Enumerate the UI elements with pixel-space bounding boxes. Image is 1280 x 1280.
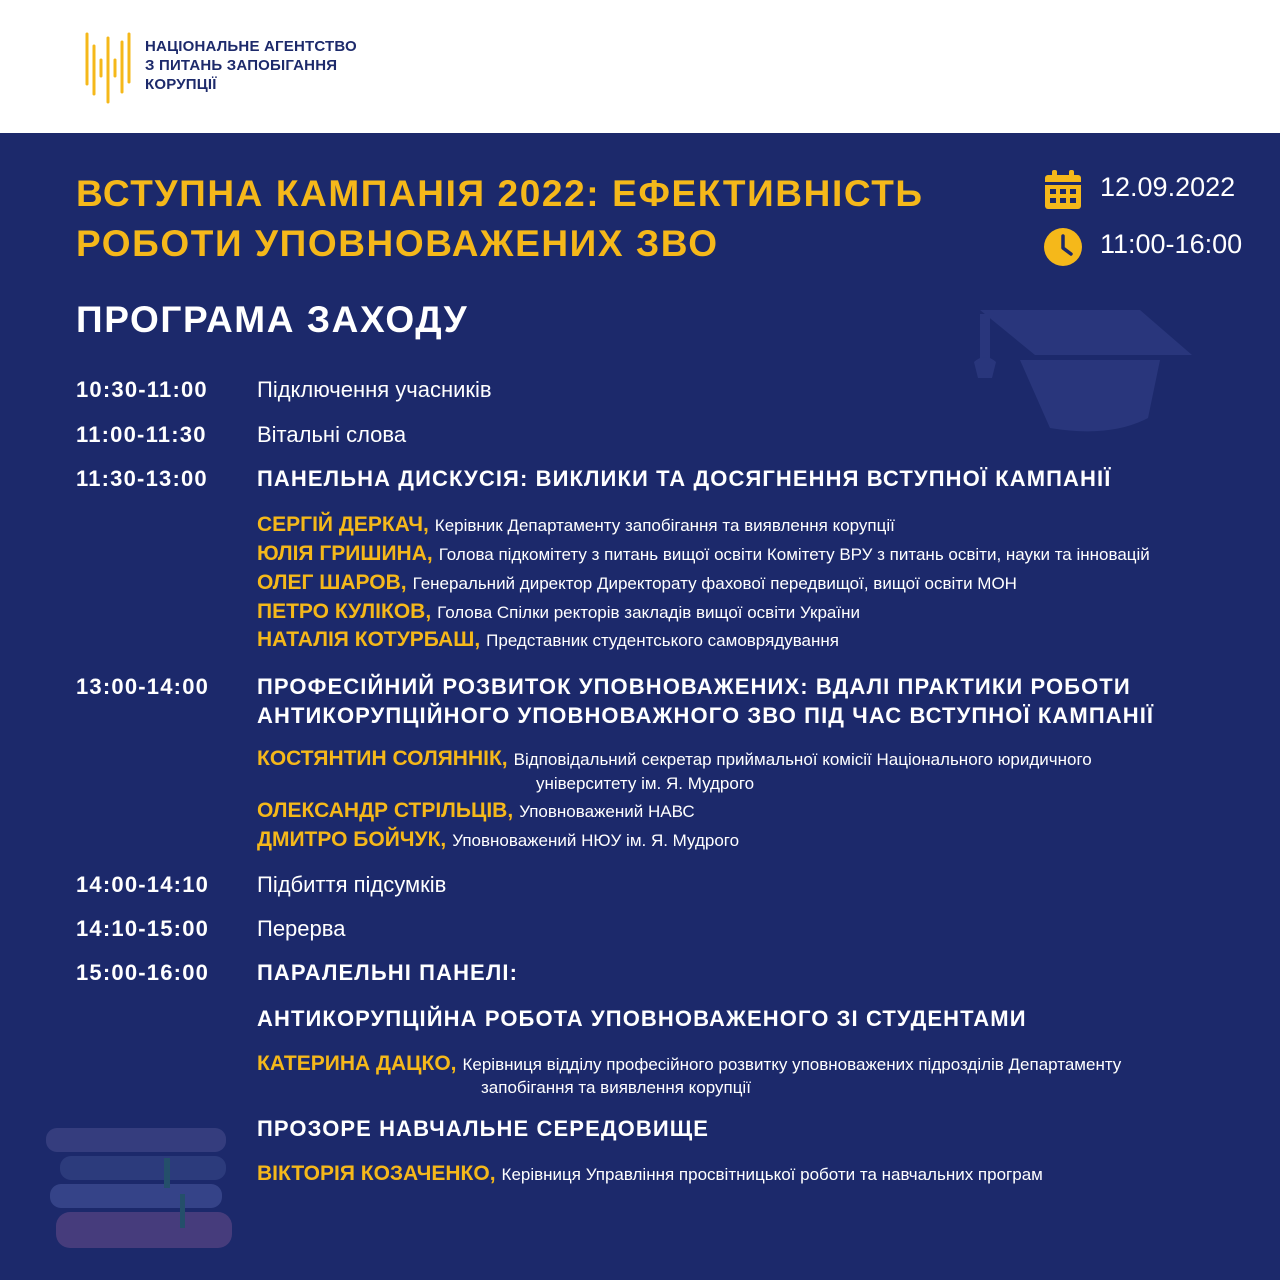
speaker-role: Керівниця відділу професійного розвитку уповноважених підрозділів Департаменту: [462, 1055, 1122, 1074]
speaker-soliannik: [257, 747, 1092, 771]
heading-professional-dev-line-2: АНТИКОРУПЦІЙНОГО УПОВНОВАЖНОГО ЗВО ПІД ЧАС ВСТУПНОЇ КАМПАНІЇ: [257, 703, 1155, 728]
program-title: ПРОГРАМА ЗАХОДУ: [76, 299, 469, 340]
speaker-name: ВІКТОРІЯ КОЗАЧЕНКО,: [257, 1162, 496, 1185]
event-title: [76, 169, 1036, 269]
speaker-name: ОЛЕКСАНДР СТРІЛЬЦІВ,: [257, 799, 514, 822]
activity-break: Перерва: [257, 916, 346, 941]
time-1500: 15:00-16:00: [76, 960, 210, 985]
event-title-line-2: РОБОТИ УПОВНОВАЖЕНИХ ЗВО: [76, 223, 719, 264]
time-1410: 14:10-15:00: [76, 916, 210, 941]
speaker-role-continued: університету ім. Я. Мудрого: [536, 774, 755, 793]
heading-panel-students: АНТИКОРУПЦІЙНА РОБОТА УПОВНОВАЖЕНОГО ЗІ СТУДЕНТАМИ: [257, 1006, 1027, 1031]
speaker-koturbash: [257, 628, 839, 652]
speaker-name: НАТАЛІЯ КОТУРБАШ,: [257, 628, 481, 651]
activity-summary: Підбиття підсумків: [257, 872, 447, 897]
time-1130: 11:30-13:00: [76, 466, 208, 491]
clock-icon: [1044, 228, 1082, 266]
time-1100: 11:00-11:30: [76, 422, 207, 447]
speaker-role-continued: запобігання та виявлення корупції: [481, 1078, 751, 1097]
speaker-role: Керівниця Управління просвітницької роботи та навчальних програм: [501, 1165, 1043, 1184]
speaker-boichuk: [257, 828, 739, 852]
speaker-name: ДМИТРО БОЙЧУК,: [257, 828, 447, 851]
speaker-kozachenko: [257, 1162, 1043, 1186]
speaker-role: Уповноважений НАВС: [519, 802, 695, 821]
activity-welcome: Вітальні слова: [257, 422, 407, 447]
event-date: 12.09.2022: [1100, 172, 1236, 202]
speaker-name: ОЛЕГ ШАРОВ,: [257, 571, 407, 594]
org-name-line-1: НАЦІОНАЛЬНЕ АГЕНТСТВО: [145, 38, 357, 55]
speaker-name: СЕРГІЙ ДЕРКАЧ,: [257, 513, 429, 536]
speaker-datsko: [257, 1052, 1121, 1076]
book-stack-icon: [44, 1124, 234, 1254]
speaker-hryshyna: [257, 542, 1150, 566]
header-bar: [0, 0, 1280, 133]
speaker-role: Голова підкомітету з питань вищої освіти Комітету ВРУ з питань освіти, науки та інновацій: [438, 545, 1150, 564]
speaker-role: Керівник Департаменту запобігання та виявлення корупції: [434, 516, 895, 535]
org-name-line-3: КОРУПЦІЇ: [145, 76, 217, 93]
speaker-striltsiv: [257, 799, 695, 823]
calendar-icon: [1044, 170, 1082, 210]
heading-professional-dev-line-1: ПРОФЕСІЙНИЙ РОЗВИТОК УПОВНОВАЖЕНИХ: ВДАЛІ ПРАКТИКИ РОБОТИ: [257, 674, 1131, 699]
speaker-sharov: [257, 571, 1017, 595]
speaker-role: Уповноважений НЮУ ім. Я. Мудрого: [452, 831, 740, 850]
speaker-name: ЮЛІЯ ГРИШИНА,: [257, 542, 433, 565]
speaker-role: Відповідальний секретар приймальної комісії Національного юридичного: [513, 750, 1092, 769]
org-name-line-2: З ПИТАНЬ ЗАПОБІГАННЯ: [145, 57, 338, 74]
speaker-kulikov: [257, 600, 860, 624]
event-time: 11:00-16:00: [1100, 229, 1243, 259]
heading-parallel-panels: ПАРАЛЕЛЬНІ ПАНЕЛІ:: [257, 960, 519, 985]
org-name: [145, 37, 357, 94]
time-1030: 10:30-11:00: [76, 377, 208, 402]
heading-panel-discussion: ПАНЕЛЬНА ДИСКУСІЯ: ВИКЛИКИ ТА ДОСЯГНЕННЯ ВСТУПНОЇ КАМПАНІЇ: [257, 466, 1112, 491]
speaker-derkach: [257, 513, 895, 537]
nazk-logo-icon: [82, 32, 134, 104]
time-1300: 13:00-14:00: [76, 674, 210, 699]
graduation-cap-icon: [960, 300, 1200, 450]
heading-panel-transparent-environment: ПРОЗОРЕ НАВЧАЛЬНЕ СЕРЕДОВИЩЕ: [257, 1116, 710, 1141]
speaker-name: ПЕТРО КУЛІКОВ,: [257, 600, 432, 623]
speaker-role: Представник студентського самоврядування: [486, 631, 839, 650]
speaker-role: Генеральний директор Директорату фахової передвищої, вищої освіти МОН: [412, 574, 1017, 593]
activity-connect: Підключення учасників: [257, 377, 492, 402]
event-title-line-1: ВСТУПНА КАМПАНІЯ 2022: ЕФЕКТИВНІСТЬ: [76, 173, 924, 214]
speaker-name: КАТЕРИНА ДАЦКО,: [257, 1052, 457, 1075]
speaker-name: КОСТЯНТИН СОЛЯННІК,: [257, 747, 508, 770]
time-1400: 14:00-14:10: [76, 872, 210, 897]
speaker-role: Голова Спілки ректорів закладів вищої освіти України: [437, 603, 860, 622]
